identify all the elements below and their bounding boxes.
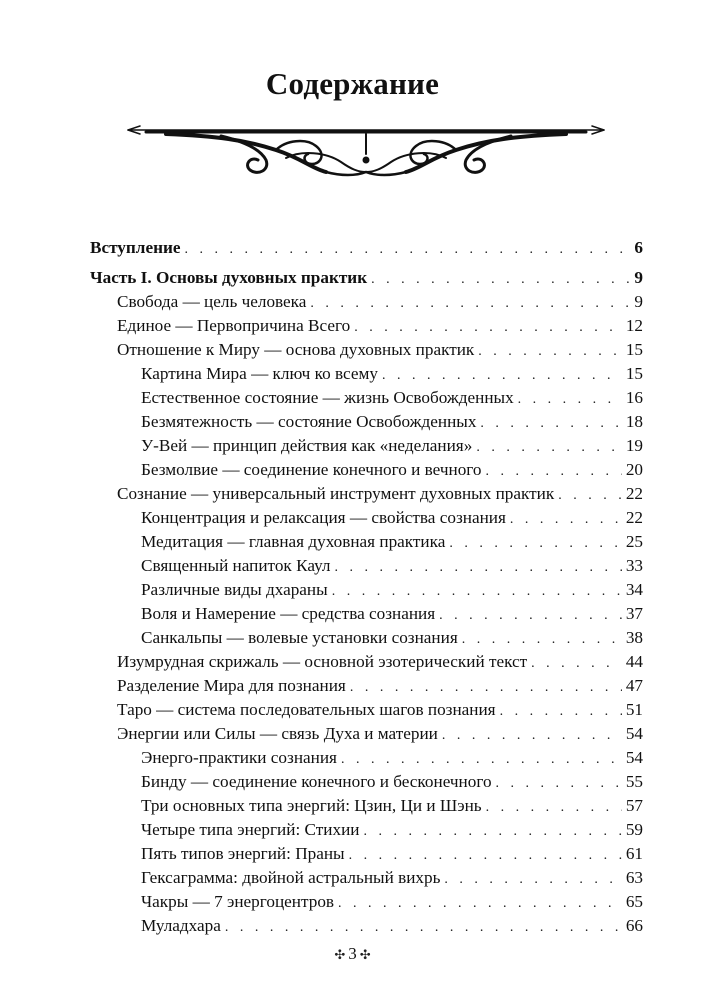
toc-entry[interactable] bbox=[90, 578, 643, 602]
toc-entry-page: 15 bbox=[625, 364, 643, 383]
toc-entry-page: 18 bbox=[625, 412, 643, 431]
dot-leader bbox=[444, 868, 621, 892]
toc-entry-title: Энергии или Силы — связь Духа и материи bbox=[117, 724, 438, 743]
toc-entry-title: Естественное состояние — жизнь Освобожденных bbox=[141, 388, 514, 407]
dot-leader bbox=[349, 844, 622, 868]
toc-entry-page: 33 bbox=[625, 556, 643, 575]
toc-entry-page: 20 bbox=[625, 460, 643, 479]
toc-entry[interactable] bbox=[90, 554, 643, 578]
toc-entry[interactable] bbox=[90, 914, 643, 938]
toc-entry-title: Безмятежность — состояние Освобожденных bbox=[141, 412, 477, 431]
dot-leader bbox=[500, 700, 622, 724]
toc-entry-title: Бинду — соединение конечного и бесконечного bbox=[141, 772, 492, 791]
toc-entry-page: 63 bbox=[625, 868, 643, 887]
toc-entry-title: Воля и Намерение — средства сознания bbox=[141, 604, 436, 623]
toc-entry-title: Муладхара bbox=[141, 916, 221, 935]
toc-entry-page: 34 bbox=[625, 580, 643, 599]
toc-entry-title: Свобода — цель человека bbox=[117, 292, 307, 311]
toc-entry-page: 54 bbox=[625, 748, 643, 767]
toc-entry[interactable] bbox=[90, 338, 643, 362]
dot-leader bbox=[478, 340, 622, 364]
toc-entry-title: Три основных типа энергий: Цзин, Ци и Шэнь bbox=[141, 796, 482, 815]
toc-entry-title: Энерго-практики сознания bbox=[141, 748, 337, 767]
toc-entry[interactable] bbox=[90, 650, 643, 674]
toc-entry[interactable] bbox=[90, 722, 643, 746]
toc-entry-page: 55 bbox=[625, 772, 643, 791]
toc-entry-title: Разделение Мира для познания bbox=[117, 676, 346, 695]
flourish-divider-ornament bbox=[126, 120, 606, 180]
dot-leader bbox=[332, 580, 622, 604]
toc-entry-title: Единое — Первопричина Всего bbox=[117, 316, 351, 335]
toc-entry-page: 9 bbox=[634, 292, 643, 311]
dot-leader bbox=[382, 364, 622, 388]
toc-entry-title: Изумрудная скрижаль — основной эзотерический текст bbox=[117, 652, 528, 671]
dot-leader bbox=[510, 508, 622, 532]
toc-entry-page: 61 bbox=[625, 844, 643, 863]
toc-entry-title: Священный напиток Каул bbox=[141, 556, 331, 575]
page-number: 3 bbox=[348, 944, 357, 963]
toc-entry-title: Гексаграмма: двойной астральный вихрь bbox=[141, 868, 441, 887]
toc-entry[interactable] bbox=[90, 794, 643, 818]
toc-entry[interactable] bbox=[90, 866, 643, 890]
page-number-footer bbox=[0, 944, 705, 964]
toc-entry-page: 38 bbox=[625, 628, 643, 647]
toc-entry[interactable] bbox=[90, 746, 643, 770]
toc-entry[interactable] bbox=[90, 362, 643, 386]
fleuron-icon: ✣ bbox=[359, 947, 371, 962]
toc-entry-page: 44 bbox=[625, 652, 643, 671]
dot-leader bbox=[486, 460, 622, 484]
toc-entry-title: У-Вей — принцип действия как «неделания» bbox=[141, 436, 473, 455]
dot-leader bbox=[476, 436, 622, 460]
toc-entry-page: 16 bbox=[625, 388, 643, 407]
dot-leader bbox=[310, 292, 630, 316]
toc-entry-page: 22 bbox=[625, 508, 643, 527]
toc-entry-page: 15 bbox=[625, 340, 643, 359]
dot-leader bbox=[439, 604, 622, 628]
toc-entry[interactable] bbox=[90, 482, 643, 506]
toc-entry-title: Медитация — главная духовная практика bbox=[141, 532, 446, 551]
toc-entry[interactable] bbox=[90, 698, 643, 722]
dot-leader bbox=[558, 484, 622, 508]
toc-entry-title: Таро — система последовательных шагов познания bbox=[117, 700, 496, 719]
toc-entry-page: 12 bbox=[625, 316, 643, 335]
toc-entry-page: 47 bbox=[625, 676, 643, 695]
toc-entry-title: Четыре типа энергий: Стихии bbox=[141, 820, 360, 839]
toc-entry-title: Концентрация и релаксация — свойства сознания bbox=[141, 508, 506, 527]
toc-entry-title: Чакры — 7 энергоцентров bbox=[141, 892, 335, 911]
dot-leader bbox=[486, 796, 622, 820]
toc-entry[interactable] bbox=[90, 506, 643, 530]
toc-entry-title: Вступление bbox=[90, 238, 181, 257]
toc-entry-page: 25 bbox=[625, 532, 643, 551]
toc-entry-title: Часть I. Основы духовных практик bbox=[90, 268, 368, 287]
dot-leader bbox=[341, 748, 622, 772]
page-title: Содержание bbox=[265, 66, 440, 101]
dot-leader bbox=[363, 820, 621, 844]
dot-leader bbox=[338, 892, 622, 916]
dot-leader bbox=[354, 316, 622, 340]
toc-entry-page: 22 bbox=[625, 484, 643, 503]
dot-leader bbox=[449, 532, 621, 556]
toc-entry-title: Различные виды дхараны bbox=[141, 580, 328, 599]
toc-entry[interactable] bbox=[90, 458, 643, 482]
toc-entry-page: 19 bbox=[625, 436, 643, 455]
toc-entry[interactable] bbox=[90, 410, 643, 434]
toc-entry[interactable] bbox=[90, 386, 643, 410]
toc-entry[interactable] bbox=[90, 236, 643, 260]
toc-entry[interactable] bbox=[90, 434, 643, 458]
dot-leader bbox=[518, 388, 622, 412]
dot-leader bbox=[531, 652, 622, 676]
toc-entry-page: 66 bbox=[625, 916, 643, 935]
toc-entry[interactable] bbox=[90, 602, 643, 626]
dot-leader bbox=[185, 238, 631, 262]
toc-entry[interactable] bbox=[90, 314, 643, 338]
toc-entry-page: 9 bbox=[634, 268, 643, 287]
toc-entry[interactable] bbox=[90, 266, 643, 290]
toc-entry-page: 37 bbox=[625, 604, 643, 623]
toc-entry-title: Санкальпы — волевые установки сознания bbox=[141, 628, 458, 647]
dot-leader bbox=[371, 268, 630, 292]
toc-entry[interactable] bbox=[90, 530, 643, 554]
dot-leader bbox=[462, 628, 622, 652]
toc-entry-title: Отношение к Миру — основа духовных практик bbox=[117, 340, 475, 359]
toc-entry[interactable] bbox=[90, 626, 643, 650]
dot-leader bbox=[442, 724, 622, 748]
toc-entry-page: 54 bbox=[625, 724, 643, 743]
toc-entry-title: Картина Мира — ключ ко всему bbox=[141, 364, 378, 383]
toc-entry-page: 57 bbox=[625, 796, 643, 815]
toc-entry[interactable] bbox=[90, 842, 643, 866]
toc-entry-page: 6 bbox=[634, 238, 643, 257]
toc-entry-title: Пять типов энергий: Праны bbox=[141, 844, 345, 863]
toc-entry-page: 51 bbox=[625, 700, 643, 719]
toc-entry-title: Сознание — универсальный инструмент духовных практик bbox=[117, 484, 555, 503]
dot-leader bbox=[335, 556, 622, 580]
dot-leader bbox=[350, 676, 622, 700]
dot-leader bbox=[225, 916, 622, 940]
dot-leader bbox=[480, 412, 621, 436]
dot-leader bbox=[496, 772, 622, 796]
toc-entry[interactable] bbox=[90, 770, 643, 794]
toc-entry-page: 65 bbox=[625, 892, 643, 911]
toc-entry[interactable] bbox=[90, 890, 643, 914]
toc-entry-title: Безмолвие — соединение конечного и вечного bbox=[141, 460, 482, 479]
fleuron-icon: ✣ bbox=[334, 947, 346, 962]
toc-entry[interactable] bbox=[90, 674, 643, 698]
toc-entry[interactable] bbox=[90, 818, 643, 842]
toc-entry-page: 59 bbox=[625, 820, 643, 839]
toc-entry[interactable] bbox=[90, 290, 643, 314]
